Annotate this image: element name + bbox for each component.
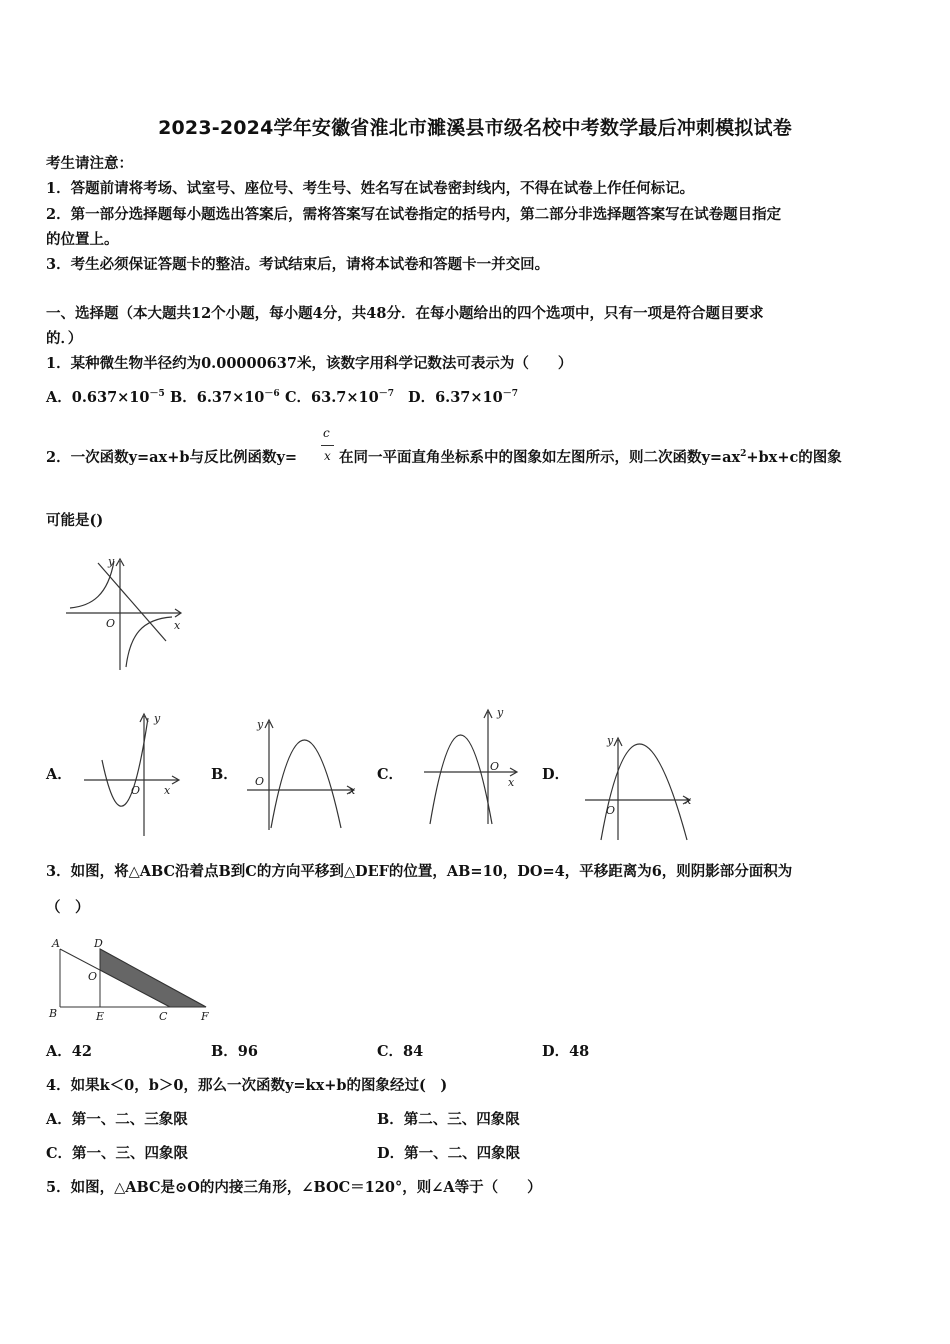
q2-stem-exp: 2 xyxy=(740,449,747,460)
notice-item-2: 2．第一部分选择题每小题选出答案后，需将答案写在试卷指定的括号内，第二部分非选择题答案写在试卷题目指定 xyxy=(46,206,782,223)
notice-item-3: 3．考生必须保证答题卡的整洁。考试结束后，请将本试卷和答题卡一并交回。 xyxy=(46,256,550,273)
q1-option-d-text: D．6.37×10 xyxy=(408,389,503,406)
q1-stem: 1．某种微生物半径约为0.00000637米，该数字用科学记数法可表示为（ ） xyxy=(46,355,573,372)
q3-label-o: O xyxy=(88,970,98,983)
q2-frac-den: x xyxy=(324,449,331,463)
q2-option-d-label[interactable]: D． xyxy=(542,766,570,783)
ref-hyperbola-left xyxy=(70,561,114,608)
ref-x-label: x xyxy=(174,619,181,632)
ref-origin: O xyxy=(106,617,116,630)
q1-option-b-exp: －6 xyxy=(264,389,280,400)
q3-option-b[interactable]: B．96 xyxy=(211,1043,258,1060)
q3-label-a: A xyxy=(52,937,60,950)
d-y-label: y xyxy=(607,734,614,747)
ref-hyperbola-right xyxy=(126,617,172,667)
q1-option-c-exp: －7 xyxy=(378,389,394,400)
q3-figure xyxy=(46,935,216,1025)
c-y-label: y xyxy=(497,706,504,719)
b-origin: O xyxy=(255,775,265,788)
a-parabola xyxy=(102,718,148,806)
notice-item-1: 1．答题前请将考场、试室号、座位号、考生号、姓名写在试卷密封线内，不得在试卷上作任何标记。 xyxy=(46,180,695,197)
ref-y-label: y xyxy=(108,555,115,568)
q4-option-d[interactable]: D．第一、二、四象限 xyxy=(377,1145,521,1162)
q1-option-c[interactable] xyxy=(285,386,394,407)
a-y-label: y xyxy=(154,712,161,725)
q1-option-a[interactable] xyxy=(46,386,165,407)
notice-heading: 考生请注意： xyxy=(46,155,133,172)
q1-option-c-text: C．63.7×10 xyxy=(285,389,379,406)
section-heading: 一、选择题（本大题共12个小题，每小题4分，共48分．在每小题给出的四个选项中，只有一项是符合题目要求 xyxy=(46,305,764,322)
q1-option-d[interactable] xyxy=(408,386,518,407)
q3-label-f: F xyxy=(201,1010,209,1023)
q2-frac-num: c xyxy=(323,426,330,440)
q3-option-d[interactable]: D．48 xyxy=(542,1043,590,1060)
q1-option-b-text: B．6.37×10 xyxy=(170,389,265,406)
q3-shaded-region xyxy=(100,949,206,1007)
q3-label-e: E xyxy=(96,1010,105,1023)
q3-label-b: B xyxy=(49,1007,58,1020)
q2-option-a-label[interactable]: A． xyxy=(46,766,72,783)
c-x-label: x xyxy=(508,776,515,789)
q3-option-c[interactable]: C．84 xyxy=(377,1043,424,1060)
q3-stem: 3．如图，将△ABC沿着点B到C的方向平移到△DEF的位置，AB=10，DO=4，平移距离为6，则阴影部分面积为 xyxy=(46,863,793,880)
page-title: 2023-2024学年安徽省淮北市濉溪县市级名校中考数学最后冲刺模拟试卷 xyxy=(158,117,792,139)
q4-option-b[interactable]: B．第二、三、四象限 xyxy=(377,1111,520,1128)
q1-option-a-exp: －5 xyxy=(149,389,165,400)
d-origin: O xyxy=(606,804,616,817)
section-heading-cont: 的．） xyxy=(46,330,83,347)
q3-option-a[interactable]: A．42 xyxy=(46,1043,92,1060)
q4-stem: 4．如果k＜0，b＞0，那么一次函数y=kx+b的图象经过( ) xyxy=(46,1077,448,1094)
q3-label-c: C xyxy=(159,1010,168,1023)
q2-stem-c-text: +bx+c的图象 xyxy=(746,449,842,466)
c-parabola xyxy=(430,735,492,824)
q2-option-b-graph[interactable] xyxy=(245,712,360,832)
q2-reference-graph xyxy=(62,555,192,673)
c-origin: O xyxy=(490,760,500,773)
q1-option-d-exp: －7 xyxy=(502,389,518,400)
q1-option-a-text: A．0.637×10 xyxy=(46,389,150,406)
q2-stem-b-text: 在同一平面直角坐标系中的图象如左图所示，则二次函数y=ax xyxy=(339,449,741,466)
q1-option-b[interactable] xyxy=(170,386,280,407)
a-origin: O xyxy=(131,784,141,797)
q2-option-c-label[interactable]: C． xyxy=(377,766,404,783)
q5-stem: 5．如图，△ABC是⊙O的内接三角形，∠BOC＝120°，则∠A等于（ ） xyxy=(46,1179,542,1196)
q4-option-a[interactable]: A．第一、二、三象限 xyxy=(46,1111,188,1128)
b-y-label: y xyxy=(257,718,264,731)
q2-stem-b xyxy=(339,446,842,467)
q3-label-d: D xyxy=(94,937,103,950)
q2-stem-d: 可能是() xyxy=(46,512,104,529)
q2-frac-bar xyxy=(321,445,334,446)
q2-option-d-graph[interactable] xyxy=(583,728,698,843)
d-parabola xyxy=(601,744,687,840)
b-parabola xyxy=(271,740,341,828)
b-x-label: x xyxy=(349,784,356,797)
a-x-label: x xyxy=(164,784,171,797)
q4-option-c[interactable]: C．第一、三、四象限 xyxy=(46,1145,189,1162)
q2-option-b-label[interactable]: B． xyxy=(211,766,238,783)
d-x-label: x xyxy=(685,794,692,807)
notice-item-2-cont: 的位置上。 xyxy=(46,231,119,248)
q2-option-a-graph[interactable] xyxy=(82,708,182,838)
q2-stem-a: 2．一次函数y=ax+b与反比例函数y= xyxy=(46,449,298,466)
q3-paren: （ ） xyxy=(46,899,90,916)
q2-option-c-graph[interactable] xyxy=(420,702,525,827)
